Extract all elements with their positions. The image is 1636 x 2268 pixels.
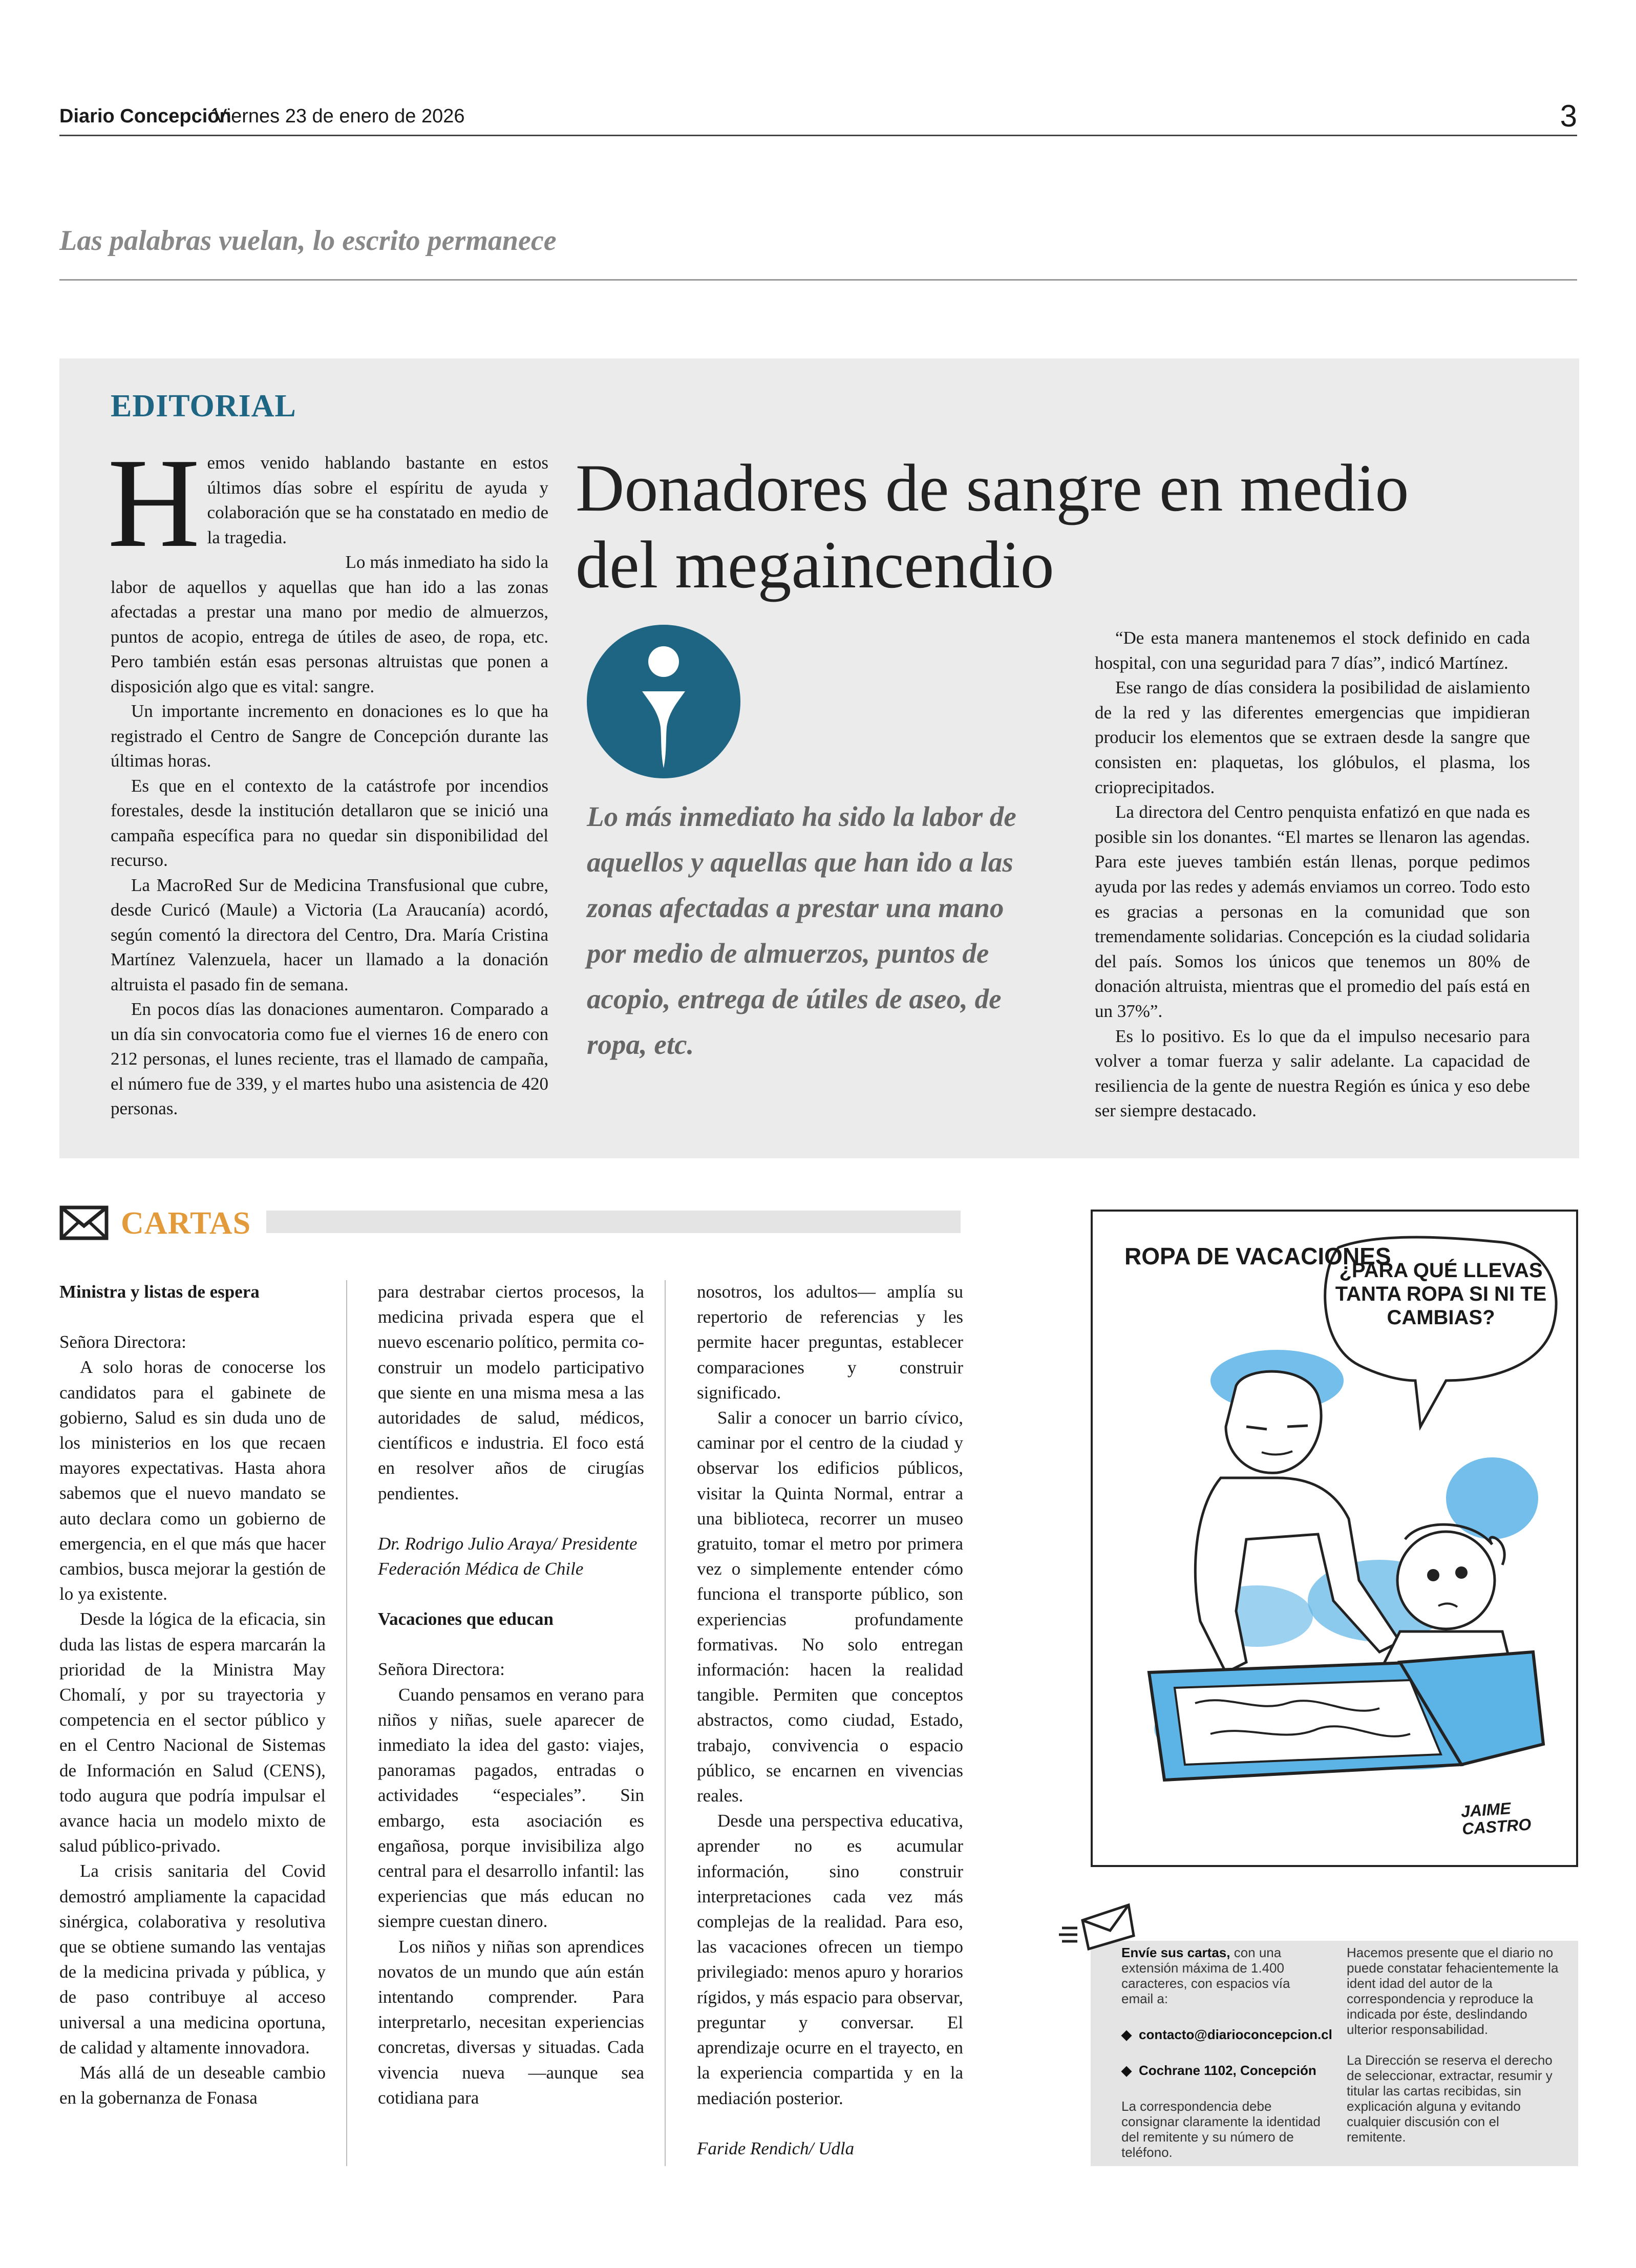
editorial-paragraph: “De esta manera mantenemos el stock definido en cada hospital, con una seguridad para 7 días”, indicó Martínez. — [1095, 628, 1530, 673]
letter-paragraph: La crisis sanitaria del Covid demostró ampliamente la capacidad sinérgica, colaborativa y resolutiva que se obtiene sumando las ventajas de la medicina privada y pública, y de paso contribuye al acceso universal a una medicina oportuna, de calidad y altamente innovadora. — [59, 1861, 326, 2058]
editorial-body-right — [1095, 626, 1530, 1124]
editorial-paragraph: Lo más inmediato ha sido la labor de aquellos y aquellas que han ido a las zonas afectadas a prestar una mano por medio de almuerzos, puntos de acopio, entrega de útiles de aseo, de ropa, etc. Pero también están esas personas altruistas que ponen a disposición algo que es vital: sangre. — [111, 552, 548, 696]
letter-signature: Dr. Rodrigo Julio Araya/ Presidente Federación Médica de Chile — [378, 1533, 638, 1579]
page-header — [59, 100, 1577, 136]
letter-paragraph: para destrabar ciertos procesos, la medicina privada espera que el nuevo escenario político, permita co-construir un modelo participativo que siente en una misma mesa a las autoridades de salud, médicos, científicos e industria. El foco está en resolver años de cirugías pendientes. — [378, 1282, 644, 1503]
info-icon — [587, 625, 740, 778]
newspaper-name: Diario Concepción — [59, 105, 231, 127]
editorial-headline: Donadores de sangre en medio del megaincendio — [576, 450, 1409, 602]
column-divider — [346, 1280, 347, 2166]
letter-paragraph: nosotros, los adultos— amplía su repertorio de referencias y les permite hacer preguntas, establecer comparaciones y construir significado. — [697, 1282, 963, 1403]
editorial-paragraph: La directora del Centro penquista enfatizó en que nada es posible sin los donantes. “El martes se llenaron las agendas. Para este jueves también están llenas, porque pedimos ayuda por las redes y además enviamos un correo. Todo esto es gracias a personas en la comunidad que son tremendamente solidarias. Concepción es la ciudad solidaria del país. Somos los únicos que tenemos un 80% de donación altruista, mientras que el promedio del país está en un 37%”. — [1095, 802, 1530, 1021]
disclaimer-paragraph: Hacemos presente que el diario no puede constatar fehacientemente la ident idad del autor de la correspondencia y reproduce la indicada por éste, deslindando ulterior responsabilidad. — [1347, 1945, 1559, 2037]
cartoon — [1091, 1210, 1578, 1867]
envelope-icon — [59, 1205, 109, 1240]
editorial-body-left — [108, 432, 548, 1121]
signature-line: JAIME — [1460, 1798, 1512, 1821]
letters-column-1 — [59, 1279, 326, 2111]
submit-disclaimer — [1347, 1945, 1562, 2145]
editorial-label: EDITORIAL — [111, 389, 296, 423]
letter-paragraph: Cuando pensamos en verano para niños y niñas, suele aparecer de inmediato la idea del gasto: viajes, panoramas pagados, entradas o actividades “especiales”. Sin embargo, esta asociación es engañosa, porque invisibiliza algo central para el desarrollo infantil: las experiencias que más educan no siempre cuestan dinero. — [378, 1684, 644, 1932]
letter-paragraph: Desde la lógica de la eficacia, sin duda las listas de espera marcarán la prioridad de la Ministra May Chomalí, y por su trayectoria y competencia en el sector público y en el Centro Nacional de Sistemas de Información en Salud (CENS), todo augura que podría impulsar el avance hacia un modelo mixto de salud público-privado. — [59, 1609, 326, 1856]
editorial-paragraph: En pocos días las donaciones aumentaron. Comparado a un día sin convocatoria como fue el viernes 16 de enero con 212 personas, el lunes reciente, tras el llamado de campaña, el número fue de 339, y el martes hubo una asistencia de 420 personas. — [111, 999, 548, 1118]
editorial-paragraph: Es lo positivo. Es lo que da el impulso necesario para volver a tomar fuerza y salir adelante. La capacidad de resiliencia de la gente de nuestra Región es única y eso debe ser siempre destacado. — [1095, 1026, 1530, 1121]
letter-paragraph: Salir a conocer un barrio cívico, caminar por el centro de la ciudad y observar los edificios públicos, visitar la Quinta Normal, entrar a una biblioteca, recorrer un museo gratuito, tomar el metro por primera vez o simplemente entender cómo funciona el transporte público, son experiencias profundamente formativas. No solo entregan información: hacen la realidad tangible. Permiten que conceptos abstractos, como ciudad, Estado, trabajo, convivencia o espacio público, se encarnen en vivencias reales. — [697, 1408, 963, 1806]
column-divider — [665, 1280, 666, 2166]
envelope-send-icon — [1057, 1900, 1139, 1951]
section-motto — [59, 220, 1577, 281]
letters-column-3 — [697, 1279, 963, 2161]
letter-paragraph: A solo horas de conocerse los candidatos para el gabinete de gobierno, Salud es sin duda uno de los ministerios en los que recaen mayores expectativas. Hasta ahora sabemos que el nuevo mandato se auto declara como un gobierno de emergencia, en el que más que hacer cambios, busca mejorar la gestión de lo ya existente. — [59, 1357, 326, 1604]
letter-salutation: Señora Directora: — [378, 1659, 505, 1680]
signature-line: CASTRO — [1461, 1815, 1532, 1838]
editorial-paragraph: La MacroRed Sur de Medicina Transfusional que cubre, desde Curicó (Maule) a Victoria (La Araucanía) acordó, según comentó la directora del Centro, Dra. María Cristina Martínez Valenzuela, hacer un llamado a la donación altruista el pasado fin de semana. — [111, 875, 548, 994]
editorial-paragraph: Un importante incremento en donaciones es lo que ha registrado el Centro de Sangre de Concepción durante las últimas horas. — [111, 701, 548, 771]
issue-date: Viernes 23 de enero de 2026 — [214, 105, 465, 127]
disclaimer-paragraph: La Dirección se reserva el derecho de seleccionar, extractar, resumir y titular las cartas recibidas, sin explicación alguna y evitando cualquier discusión con el remitente. — [1347, 2052, 1553, 2145]
letter-paragraph: Desde una perspectiva educativa, aprender no es acumular información, sino construir interpretaciones cada vez más complejas de la realidad. Para eso, las vacaciones ofrecen un tiempo privilegiado: menos apuro y horarios rígidos, y más espacio para observar, preguntar y conversar. El aprendizaje ocurre en el trayecto, en la experiencia compartida y en la mediación posterior. — [697, 1811, 963, 2108]
submit-note: La correspondencia debe consignar claramente la identidad del remitente y su número de teléfono. — [1121, 2099, 1321, 2160]
cartas-header — [59, 1203, 961, 1239]
submit-letters-box — [1091, 1941, 1578, 2166]
editorial-paragraph: Ese rango de días considera la posibilidad de aislamiento de la red y las diferentes emergencias que impidieran producir los elementos que se extraen desde la sangre que consisten en: plaquetas, los glóbulos, el plasma, los crioprecipitados. — [1095, 677, 1530, 797]
cartoonist-signature — [1460, 1798, 1532, 1837]
page-number: 3 — [1560, 99, 1577, 133]
letter-title: Ministra y listas de espera — [59, 1282, 260, 1302]
submit-lead: Envíe sus cartas, con una extensión máxima de 1.400 caracteres, con espacios vía email a: — [1121, 1945, 1290, 2006]
cartoon-title: ROPA DE VACACIONES — [1124, 1243, 1391, 1269]
editorial-paragraph: Es que en el contexto de la catástrofe por incendios forestales, desde la institución detallaron que se inició una campaña específica para no quedar sin disponibilidad del recurso. — [111, 775, 548, 870]
submit-instructions — [1121, 1945, 1332, 2160]
letter-signature: Faride Rendich/ Udla — [697, 2138, 855, 2158]
letter-paragraph: Más allá de un deseable cambio en la gobernanza de Fonasa — [59, 2063, 326, 2108]
cartoon-speech-bubble: ¿PARA QUÉ LLEVAS TANTA ROPA SI NI TE CAMBIAS? — [1335, 1259, 1547, 1329]
contact-email: ◆ contacto@diarioconcepcion.cl — [1121, 2027, 1321, 2042]
pull-quote: Lo más inmediato ha sido la labor de aquellos y aquellas que han ido a las zonas afectadas a prestar una mano por medio de almuerzos, puntos de acopio, entrega de útiles de aseo, de ropa, etc. — [587, 801, 1016, 1060]
cartas-rule — [266, 1211, 961, 1233]
motto-text: Las palabras vuelan, lo escrito permanece — [59, 225, 557, 257]
cartas-title: CARTAS — [121, 1206, 251, 1241]
editorial-section — [59, 358, 1579, 1158]
drop-cap: H — [108, 432, 200, 574]
letter-salutation: Señora Directora: — [59, 1332, 186, 1352]
editorial-paragraph: Hemos venido hablando bastante en estos últimos días sobre el espíritu de ayuda y colaboración que se ha constatado en medio de la tragedia. — [108, 432, 548, 574]
letter-title: Vacaciones que educan — [378, 1609, 554, 1629]
letter-paragraph: Los niños y niñas son aprendices novatos de un mundo que aún están intentando comprender. Para interpretarlo, necesitan experiencias concretas, diversas y situadas. Cada vivencia nueva —aunque sea cotidiana para — [378, 1936, 644, 2108]
letters-column-2 — [378, 1279, 644, 2110]
contact-address: ◆ Cochrane 1102, Concepción — [1121, 2063, 1321, 2078]
